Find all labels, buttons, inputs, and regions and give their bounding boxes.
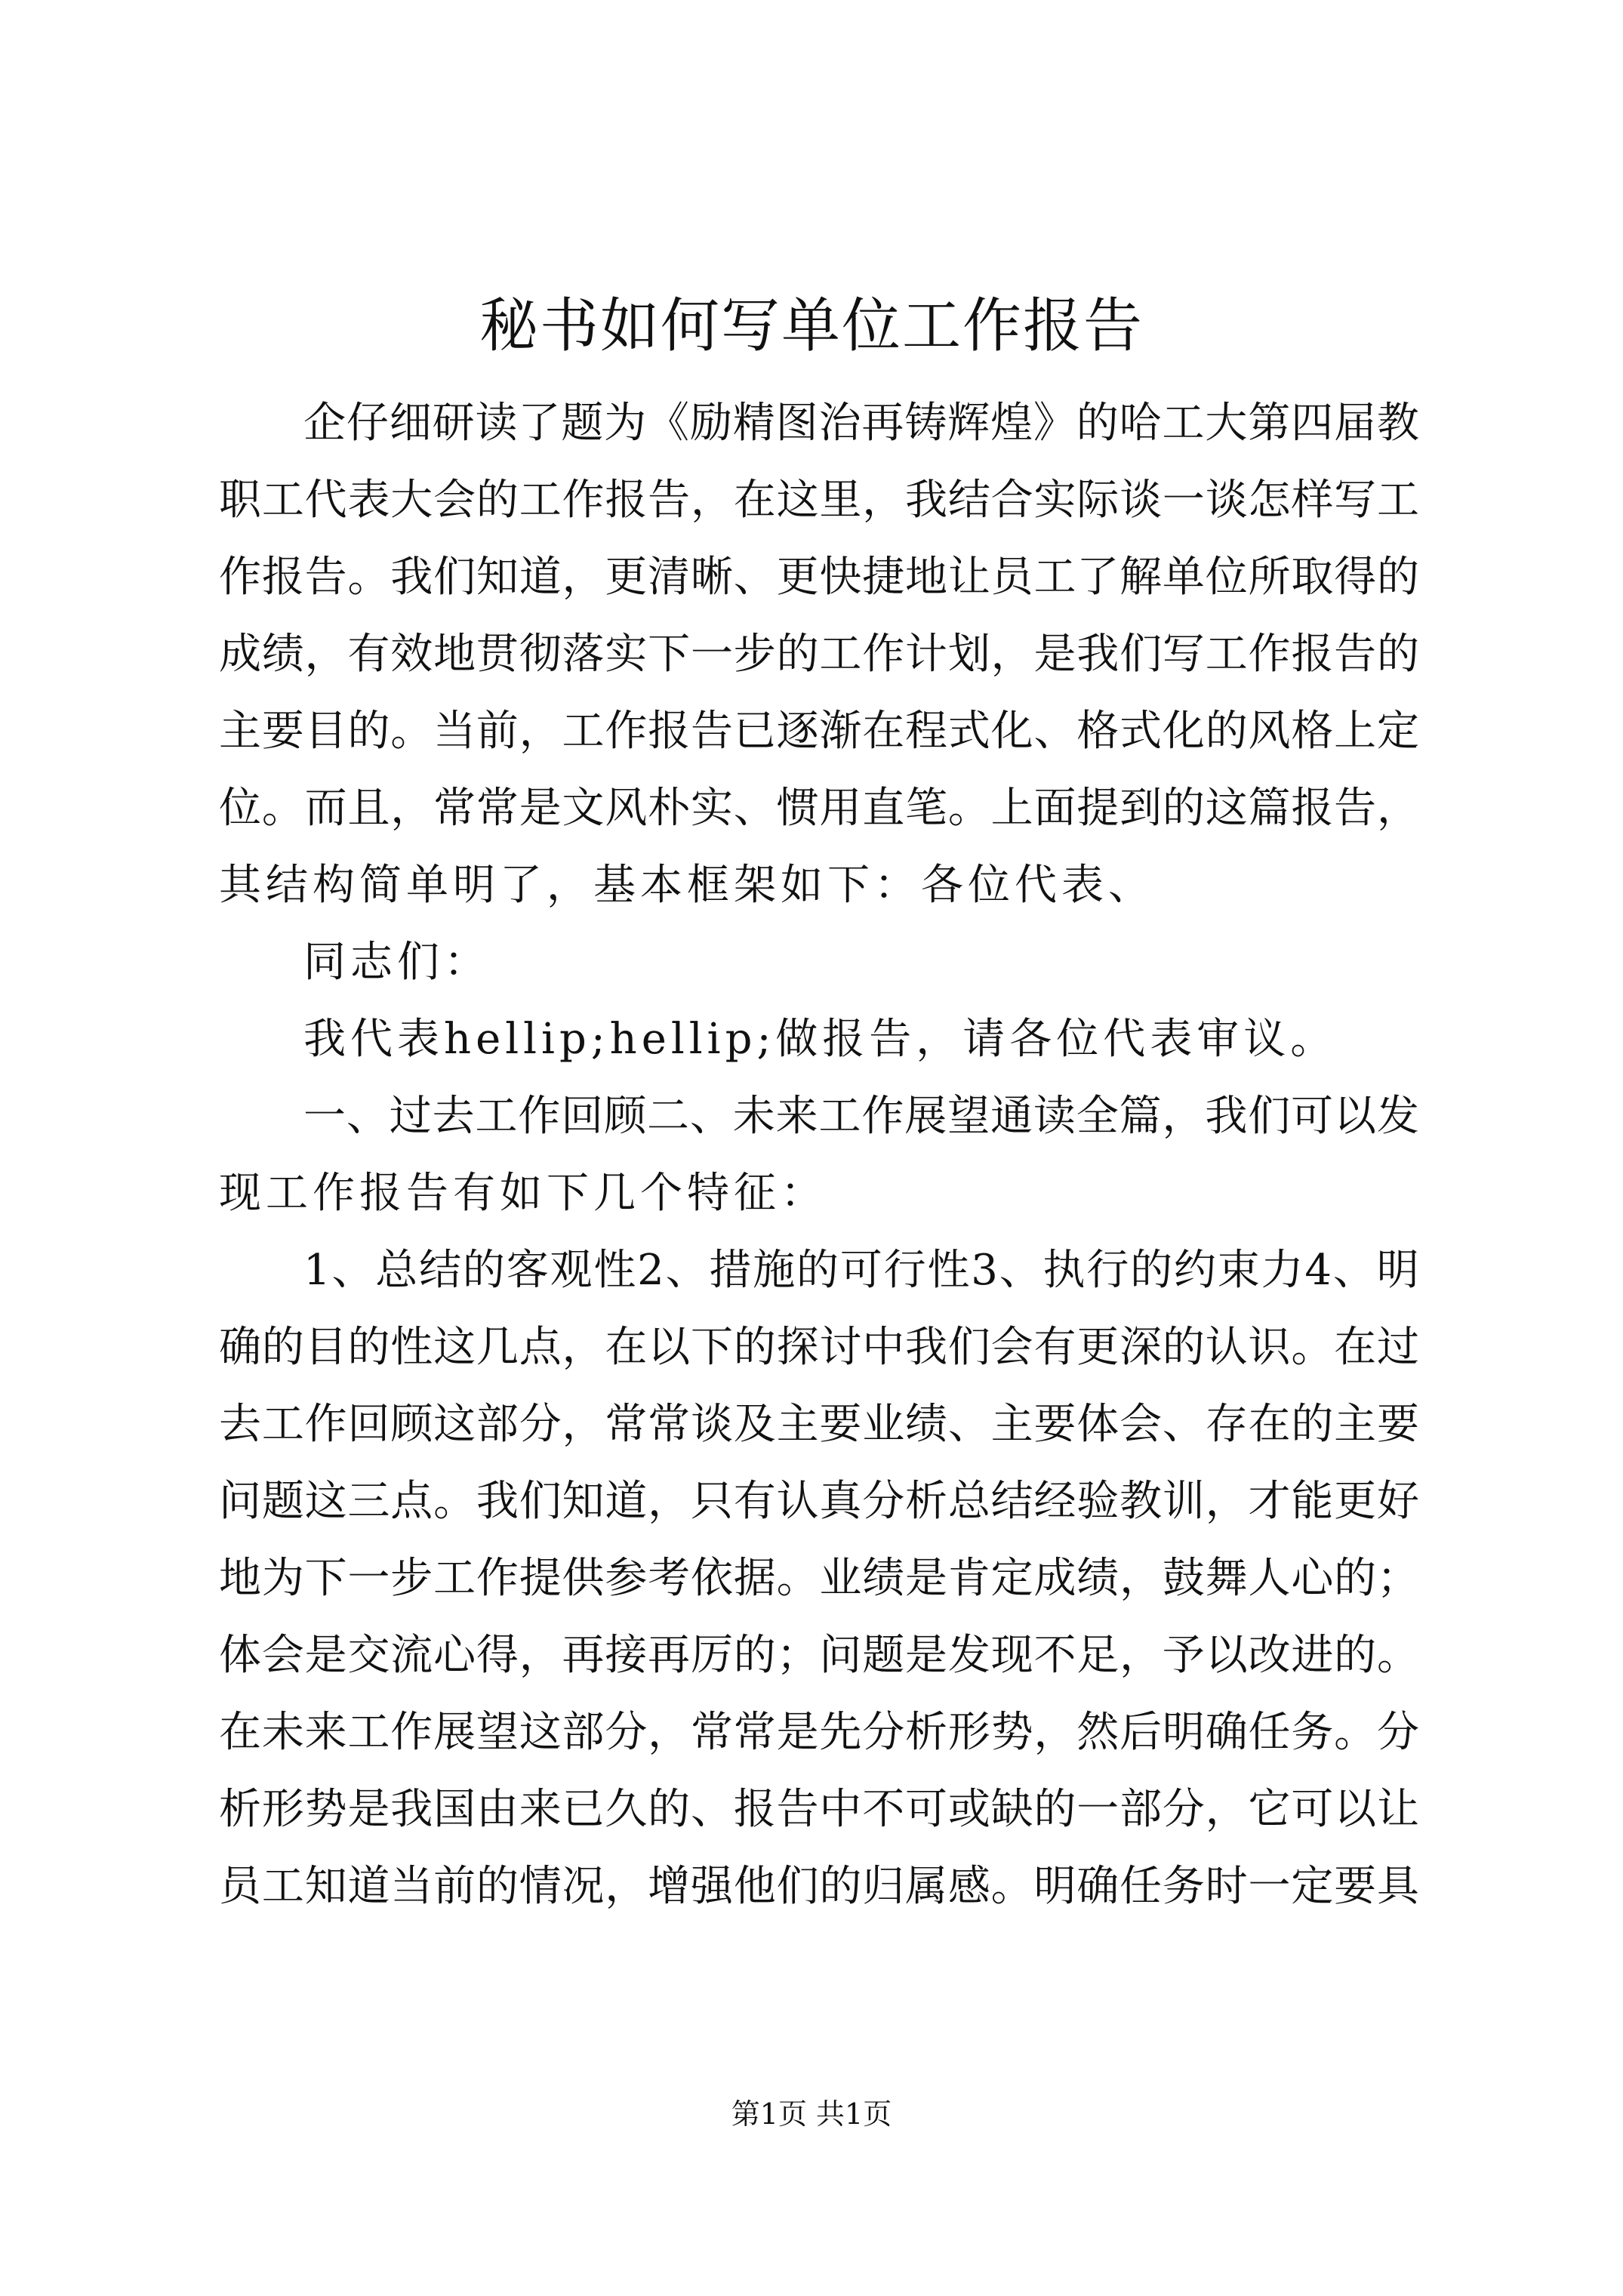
body-text-line: 成 绩 ， 有 效 地 贯 彻 落 实 下 一 步 的 工 作 计 划 ， 是 我 们 写 工 作 报 告 的 — [219, 630, 1419, 679]
body-text-line: 我代表hellip;hellip;做报告，请各位代表审议。 — [303, 1015, 1338, 1064]
body-text-line: 一 、 过 去 工 作 回 顾 二 、 未 来 工 作 展 望 通 读 全 篇 ， 我 们 可 以 发 — [303, 1092, 1419, 1141]
page-footer: 第1页 共1页 — [731, 2097, 892, 2131]
body-text-line: 其结构简单明了，基本框架如下：各位代表、 — [219, 861, 1155, 910]
body-text-line: 现工作报告有如下几个特征： — [219, 1169, 827, 1218]
body-text-line: 职 工 代 表 大 会 的 工 作 报 告 ， 在 这 里 ， 我 结 合 实 际 谈 一 谈 怎 样 写 工 — [219, 476, 1419, 525]
body-text-line: 同志们： — [303, 938, 491, 987]
body-text-line: 作 报 告 。 我 们 知 道 ， 更 清 晰 、 更 快 捷 地 让 员 工 了 解 单 位 所 取 得 的 — [219, 553, 1419, 602]
body-text-line: 主 要 目 的 。 当 前 ， 工 作 报 告 已 逐 渐 在 程 式 化 、 格 式 化 的 风 格 上 定 — [219, 707, 1419, 756]
document-title: 秘书如何写单位工作报告 — [479, 292, 1144, 360]
body-text-line: 问 题 这 三 点 。 我 们 知 道 ， 只 有 认 真 分 析 总 结 经 验 教 训 ， 才 能 更 好 — [219, 1477, 1419, 1526]
body-text-line: 企 仔 细 研 读 了 题 为 《 励 精 图 治 再 铸 辉 煌 》 的 哈 工 大 第 四 届 教 — [303, 399, 1419, 448]
document-body — [219, 385, 1419, 1925]
body-text-line: 地 为 下 一 步 工 作 提 供 参 考 依 据 。 业 绩 是 肯 定 成 绩 ， 鼓 舞 人 心 的 ； — [219, 1554, 1419, 1603]
body-text-line: 位 。 而 且 ， 常 常 是 文 风 朴 实 、 惯 用 直 笔 。 上 面 提 到 的 这 篇 报 告 ， — [219, 784, 1419, 833]
body-text-line: 在 未 来 工 作 展 望 这 部 分 ， 常 常 是 先 分 析 形 势 ， 然 后 明 确 任 务 。 分 — [219, 1708, 1419, 1757]
body-text-line: 1 、 总 结 的 客 观 性 2 、 措 施 的 可 行 性 3 、 执 行 的 约 束 力 4 、 明 — [303, 1246, 1419, 1295]
body-text-line: 体 会 是 交 流 心 得 ， 再 接 再 厉 的 ； 问 题 是 发 现 不 足 ， 予 以 改 进 的 。 — [219, 1631, 1419, 1680]
body-text-line: 去 工 作 回 顾 这 部 分 ， 常 常 谈 及 主 要 业 绩 、 主 要 体 会 、 存 在 的 主 要 — [219, 1400, 1419, 1449]
body-text-line: 员 工 知 道 当 前 的 情 况 ， 增 强 他 们 的 归 属 感 。 明 确 任 务 时 一 定 要 具 — [219, 1862, 1419, 1911]
body-text-line: 析 形 势 是 我 国 由 来 已 久 的 、 报 告 中 不 可 或 缺 的 一 部 分 ， 它 可 以 让 — [219, 1785, 1419, 1834]
body-text-line: 确 的 目 的 性 这 几 点 ， 在 以 下 的 探 讨 中 我 们 会 有 更 深 的 认 识 。 在 过 — [219, 1323, 1419, 1372]
